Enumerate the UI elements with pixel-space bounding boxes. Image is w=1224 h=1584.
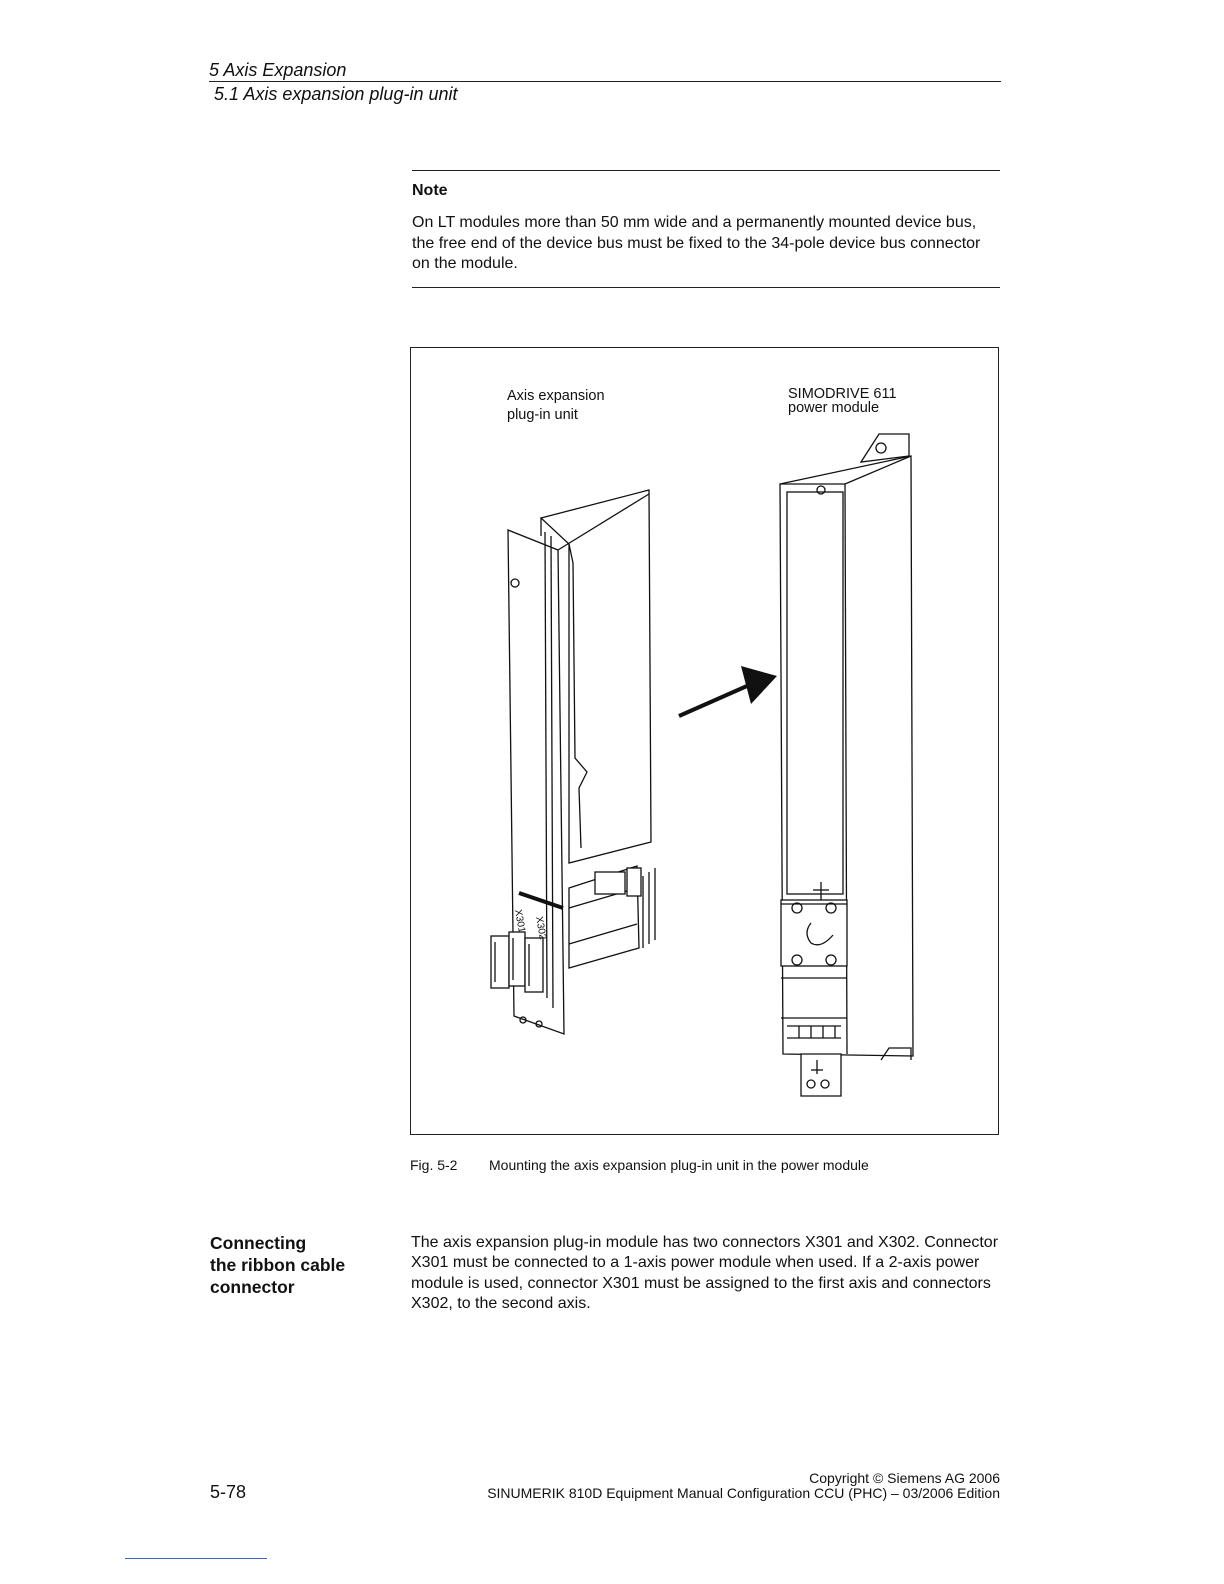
header-rule (209, 81, 1001, 82)
label-simodrive-line2: power module (788, 400, 880, 416)
side-heading (210, 1232, 395, 1298)
side-heading-line2: the ribbon cable (210, 1255, 346, 1275)
chapter-title: 5 Axis Expansion (209, 60, 347, 80)
section-title: 5.1 Axis expansion plug-in unit (214, 84, 458, 104)
mounting-illustration (411, 348, 998, 1134)
note-rule-top (412, 170, 1000, 171)
connector-label-x301: X301 (512, 908, 527, 934)
note-rule-bottom (412, 287, 1000, 288)
figure-caption-number: Fig. 5-2 (410, 1157, 458, 1173)
note-title: Note (412, 182, 448, 199)
plug-in-unit-drawing (491, 490, 655, 1034)
label-simodrive-line1: SIMODRIVE 611 (788, 386, 897, 402)
note-text: On LT modules more than 50 mm wide and a permanently mounted device bus, the free end of the device bus must be fixed to the 34-pole device bus connector on the module. (412, 214, 981, 272)
power-module-drawing (780, 434, 913, 1096)
label-axis-expansion-line1: Axis expansion (507, 388, 605, 404)
side-heading-line1: Connecting (210, 1233, 307, 1253)
section-body-text: The axis expansion plug-in module has two connectors X301 and X302. Connector X301 must be connected to a 1-axis power module when used. If a 2-axis power module is used, connector X301 must be assigned to the first axis and connectors X302, to the second axis. (411, 1234, 999, 1312)
mounting-arrow (679, 666, 777, 716)
side-heading-line3: connector (210, 1277, 295, 1297)
footer-manual-title: SINUMERIK 810D Equipment Manual Configuration CCU (PHC) – 03/2006 Edition (487, 1485, 1000, 1501)
footnote-rule (125, 1558, 267, 1559)
figure-frame (410, 347, 999, 1135)
figure-caption-text: Mounting the axis expansion plug-in unit in the power module (489, 1157, 869, 1173)
connector-label-x302: X302 (533, 915, 548, 941)
footer-copyright: Copyright © Siemens AG 2006 (809, 1470, 1000, 1486)
label-axis-expansion-line2: plug-in unit (507, 407, 578, 423)
page-number: 5-78 (210, 1482, 247, 1502)
